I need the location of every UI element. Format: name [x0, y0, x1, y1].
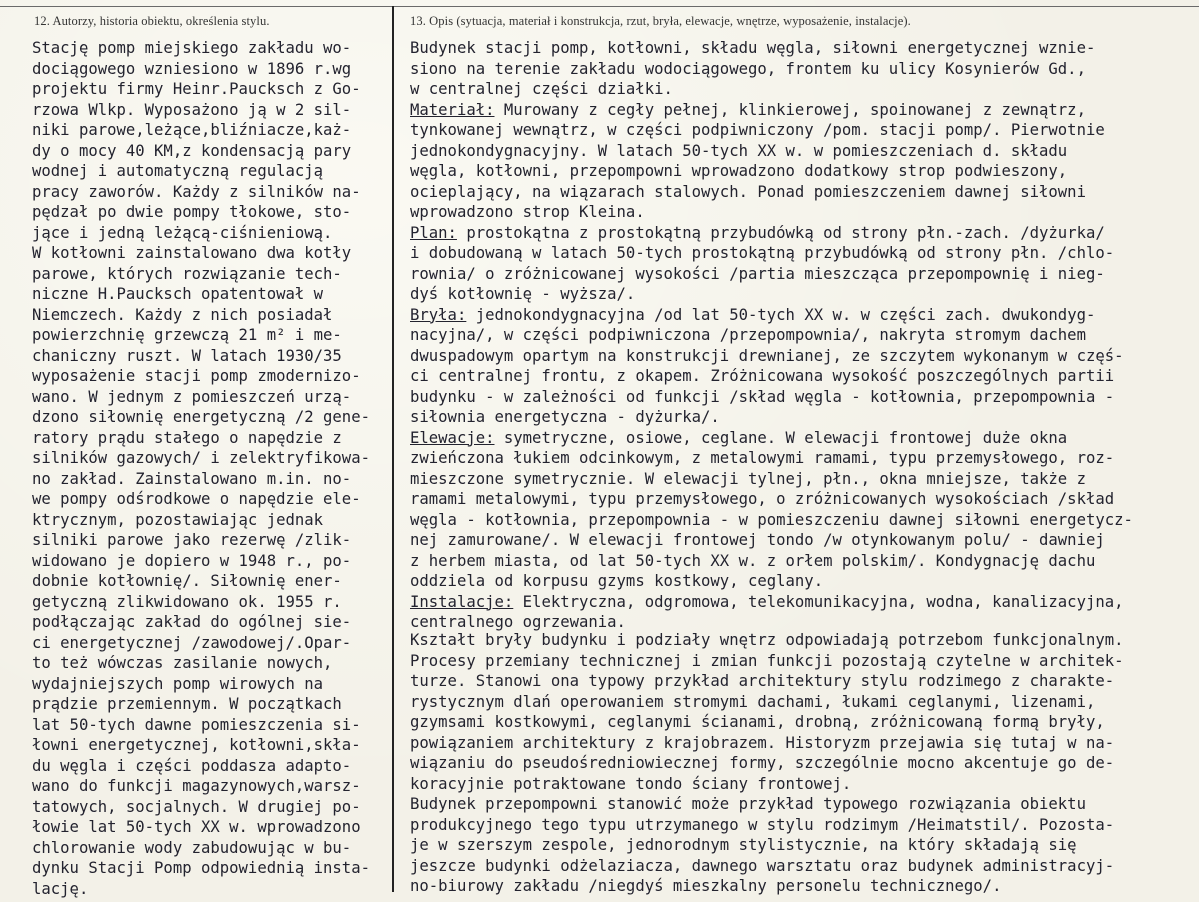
text-line: [410, 366, 1133, 387]
line-text: prostokątna z prostokątną przybudówką od strony płn.-zach. /dyżurka/: [456, 223, 1105, 242]
line-text: siono na terenie zakładu wodociągowego, frontem ku ulicy Kosynierów Gd.,: [410, 59, 1086, 78]
line-text: tynkowanej wewnątrz, w części podpiwniczony /pom. stacji pomp/. Pierwotnie: [410, 121, 1105, 139]
text-line: widowano je dopiero w 1948 r., po-: [32, 551, 352, 570]
text-line: prądzie przemiennym. W początkach: [32, 695, 342, 713]
text-line: chaniczny ruszt. W latach 1930/35: [32, 346, 342, 365]
text-line: parowe, których rozwiązanie tech-: [32, 264, 342, 283]
line-text: węgla - kotłownia, przepompownia - w pomieszczeniu dawnej siłowni energetycz-: [410, 510, 1133, 529]
text-line: [410, 510, 1133, 531]
text-line: Niemczech. Każdy z nich posiadał: [32, 305, 333, 324]
text-line: tatowych, socjalnych. W drugiej po-: [32, 797, 361, 816]
text-line: pędzał po dwie pompy tłokowe, sto-: [32, 203, 352, 221]
text-line: [410, 428, 1133, 449]
text-line: gzymsami kostkowymi, ceglanymi ścianami, drobną, zróżnicowaną formą bryły,: [410, 713, 1105, 731]
text-line: wiązaniu do pseudośredniowiecznej formy, szczególnie mocno akcentuje go de-: [410, 754, 1115, 772]
text-line: [410, 346, 1133, 367]
text-line: rystycznym dlań operowaniem stromymi dachami, łukami ceglanymi, lizenami,: [410, 692, 1096, 711]
text-line: jeszcze budynki odżelaziacza, dawnego warsztatu oraz budynek administracyj-: [410, 856, 1115, 875]
text-line: wano do funkcji magazynowych,warsz-: [32, 777, 361, 795]
text-line: [410, 141, 1133, 162]
line-text: rownia/ o zróżnicowanej wysokości /partia mieszcząca przepompownię i nieg-: [410, 264, 1105, 283]
text-line: wyposażenie stacji pomp zmodernizo-: [32, 367, 361, 385]
text-line: jące i jedną leżącą-ciśnieniową.: [32, 223, 333, 242]
text-line: [410, 264, 1133, 285]
section-label: Elewacje:: [410, 428, 495, 447]
text-line: pracy zaworów. Każdy z silników na-: [32, 182, 361, 201]
text-line: [410, 592, 1133, 613]
section-12-header: 12. Autorzy, historia obiektu, określenia stylu.: [34, 14, 270, 28]
text-line: [410, 161, 1133, 182]
text-line: rzowa Wlkp. Wyposażono ją w 2 sil-: [32, 100, 352, 119]
top-rule: [0, 6, 1199, 7]
text-line: dobnie kotłownię/. Siłownię ener-: [32, 572, 342, 590]
text-line: ratory prądu stałego o napędzie z: [32, 428, 342, 447]
style-summary-text-column: [410, 630, 1124, 897]
line-text: centralnego ogrzewania.: [410, 613, 626, 631]
text-line: lację.: [32, 879, 89, 898]
text-line: [410, 202, 1133, 223]
line-text: Murowany z cegły pełnej, klinkierowej, spoinowanej z zewnątrz,: [494, 100, 1086, 119]
text-line: łowni energetycznej, kotłowni,skła-: [32, 736, 361, 754]
text-line: silniki parowe jako rezerwę /zlik-: [32, 531, 352, 549]
text-line: chlorowanie wody zabudowując w bu-: [32, 838, 352, 857]
text-line: turze. Stanowi ona typowy przykład architektury stylu rodzimego z charakte-: [410, 672, 1115, 690]
line-text: ci centralnej frontu, z okapem. Zróżnicowana wysokość poszczególnych partii: [410, 367, 1115, 385]
text-line: niki parowe,leżące,bliźniacze,każ-: [32, 121, 352, 139]
text-line: je w szerszym zespole, jednorodnym stylistycznie, na który składają się: [410, 836, 1077, 854]
text-line: Budynek przepompowni stanowić może przykład typowego rozwiązania obiektu: [410, 795, 1086, 813]
text-line: [410, 448, 1133, 469]
text-line: we pompy odśrodkowe o napędzie ele-: [32, 490, 361, 508]
line-text: nej zamurowane/. W elewacji frontowej tondo /w otynkowanym polu/ - dawniej: [410, 531, 1105, 549]
line-text: oddziela od korpusu gzyms kostkowy, ceglany.: [410, 572, 824, 590]
text-line: to też wówczas zasilanie nowych,: [32, 654, 333, 672]
text-line: koracyjnie potraktowane tondo ściany frontowej.: [410, 774, 852, 793]
text-line: [410, 100, 1133, 121]
text-line: [410, 407, 1133, 428]
section-label: Instalacje:: [410, 592, 514, 611]
text-line: wano. W jednym z pomieszczeń urzą-: [32, 387, 352, 406]
text-line: no zakład. Zainstalowano m.in. no-: [32, 469, 352, 488]
line-text: i dobudowaną w latach 50-tych prostokątną przybudówką od strony płn. /chlo-: [410, 244, 1115, 262]
text-line: dociągowego wzniesiono w 1896 r.wg: [32, 59, 352, 78]
line-text: jednokondygnacyjny. W latach 50-tych XX w. w pomieszczeniach d. składu: [410, 141, 1068, 160]
text-line: dy o mocy 40 KM,z kondensacją pary: [32, 141, 352, 160]
text-line: [410, 571, 1133, 592]
text-line: [410, 387, 1133, 408]
text-line: dzono siłownię energetyczną /2 gene-: [32, 408, 370, 426]
line-text: nacyjna/, w części podpiwniczona /przepompownia/, nakryta stromym dachem: [410, 326, 1086, 344]
section-label: Bryła:: [410, 305, 467, 324]
text-line: ci energetycznej /zawodowej/.Opar-: [32, 633, 352, 652]
text-line: W kotłowni zainstalowano dwa kotły: [32, 244, 352, 262]
line-text: Budynek stacji pomp, kotłowni, składu węgla, siłowni energetycznej wznie-: [410, 39, 1096, 57]
text-line: wydajniejszych pomp wirowych na: [32, 674, 324, 693]
text-line: [410, 305, 1133, 326]
line-text: Elektryczna, odgromowa, telekomunikacyjna, wodna, kanalizacyjna,: [513, 592, 1124, 611]
text-line: [410, 551, 1133, 572]
text-line: silników gazowych/ i zelektryfikowa-: [32, 449, 370, 467]
description-text-column: [410, 38, 1133, 633]
text-line: niczne H.Paucksch opatentował w: [32, 285, 324, 303]
line-text: dyś kotłownię - wyższa/.: [410, 285, 636, 303]
text-line: lat 50-tych dawne pomieszczenia si-: [32, 715, 361, 734]
text-line: [410, 59, 1133, 80]
text-line: [410, 284, 1133, 305]
line-text: symetryczne, osiowe, ceglane. W elewacji frontowej duże okna: [494, 428, 1068, 447]
text-line: [410, 38, 1133, 59]
text-line: Stację pomp miejskiego zakładu wo-: [32, 39, 352, 57]
column-divider: [392, 6, 394, 892]
text-line: du węgla i części poddasza adapto-: [32, 756, 352, 775]
line-text: wprowadzono strop Kleina.: [410, 203, 645, 221]
text-line: podłączając zakład do ogólnej sie-: [32, 613, 352, 631]
text-line: [410, 120, 1133, 141]
text-line: łowie lat 50-tych XX w. wprowadzono: [32, 818, 361, 836]
section-13-header: 13. Opis (sytuacja, materiał i konstrukcja, rzut, bryła, elewacje, wnętrze, wyposażenie, instalacje).: [410, 14, 911, 28]
text-line: no-biurowy zakładu /niegdyś mieszkalny personelu technicznego/.: [410, 877, 1002, 895]
text-line: powierzchnię grzewczą 21 m² i me-: [32, 326, 342, 344]
text-line: getyczną zlikwidowano ok. 1955 r.: [32, 592, 342, 611]
text-line: [410, 223, 1133, 244]
text-line: [410, 469, 1133, 490]
line-text: budynku - w zależności od funkcji /skład węgla - kotłownia, przepompownia -: [410, 387, 1115, 406]
text-line: [410, 79, 1133, 100]
text-line: projektu firmy Heinr.Paucksch z Go-: [32, 80, 361, 98]
text-line: wodnej i automatyczną regulacją: [32, 162, 324, 180]
text-line: [410, 243, 1133, 264]
section-label: Plan:: [410, 223, 457, 242]
line-text: jednokondygnacyjna /od lat 50-tych XX w. w części zach. dwukondyg-: [466, 305, 1096, 324]
line-text: mieszczone symetrycznie. W elewacji tylnej, płn., okna mniejsze, także z: [410, 469, 1086, 488]
text-line: [410, 325, 1133, 346]
line-text: węgla, kotłowni, przepompowni wprowadzono dodatkowy strop podwieszony,: [410, 162, 1068, 180]
line-text: siłownia energetyczna - dyżurka/.: [410, 408, 720, 426]
text-line: ktrycznym, pozostawiając jednak: [32, 510, 324, 529]
text-line: Kształt bryły budynku i podziały wnętrz odpowiadają potrzebom funkcjonalnym.: [410, 631, 1124, 649]
line-text: ramami metalowymi, typu przemysłowego, o zróżnicowanych wysokościach /skład: [410, 490, 1115, 508]
text-line: [410, 489, 1133, 510]
history-text-column: [32, 38, 370, 899]
text-line: dynku Stacji Pomp odpowiednią insta-: [32, 859, 370, 877]
text-line: [410, 182, 1133, 203]
section-label: Materiał:: [410, 100, 495, 119]
line-text: ocieplający, na wiązarach stalowych. Ponad pomieszczeniem dawnej siłowni: [410, 182, 1086, 201]
line-text: z herbem miasta, od lat 50-tych XX w. z orłem polskim/. Kondygnację dachu: [410, 551, 1096, 570]
line-text: w centralnej części działki.: [410, 80, 673, 98]
text-line: powiązaniem architektury z krajobrazem. Historyzm przejawia się tutaj w na-: [410, 733, 1115, 752]
line-text: zwieńczona łukiem odcinkowym, z metalowymi ramami, typu przemysłowego, roz-: [410, 449, 1115, 467]
text-line: Procesy przemiany technicznej i zmian funkcji pozostają czytelne w architek-: [410, 651, 1124, 670]
text-line: [410, 530, 1133, 551]
line-text: dwuspadowym opartym na konstrukcji drewnianej, ze szczytem wykonanym w częś-: [410, 346, 1124, 365]
text-line: produkcyjnego tego typu utrzymanego w stylu rodzimym /Heimatstil/. Pozosta-: [410, 815, 1115, 834]
